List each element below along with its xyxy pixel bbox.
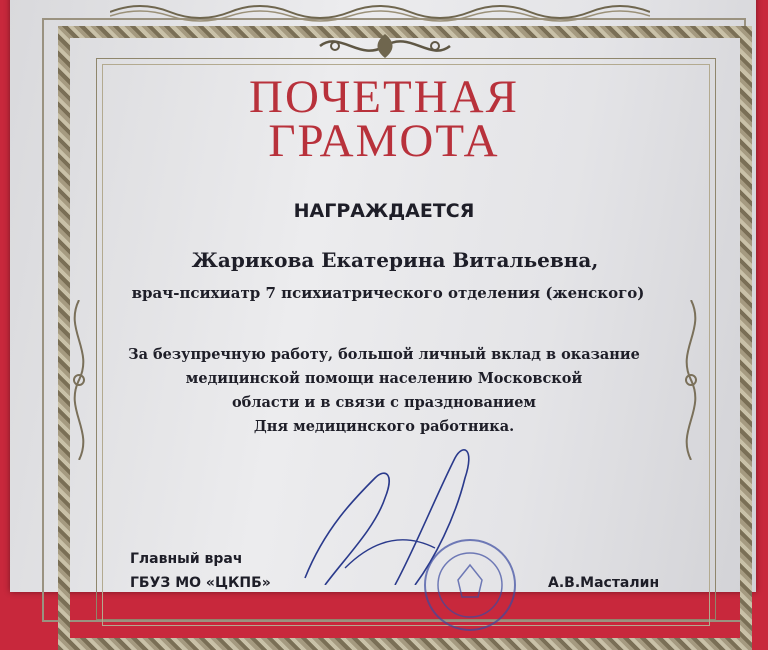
certificate-title-line2: ГРАМОТА (268, 115, 500, 167)
top-ornament-icon (110, 0, 650, 22)
signer-name: А.В.Масталин (548, 575, 660, 591)
signer-organization: ГБУЗ МО «ЦКПБ» (130, 575, 271, 591)
certificate-title-line1: ПОЧЕТНАЯ (249, 71, 519, 123)
recipient-position: врач-психиатр 7 психиатрического отделения (женского) (131, 284, 645, 302)
recipient-name: Жарикова Екатерина Витальевна, (191, 248, 599, 272)
reason-line: Дня медицинского работника. (253, 418, 515, 435)
signer-title: Главный врач (130, 551, 243, 567)
scroll-ornament-icon (315, 28, 455, 64)
reason-line: За безупречную работу, большой личный вклад в оказание (128, 346, 640, 363)
reason-line: медицинской помощи населению Московской (185, 370, 583, 387)
reason-line: области и в связи с празднованием (231, 394, 537, 411)
award-reason (0, 343, 768, 439)
official-stamp (420, 535, 520, 635)
awarded-label: НАГРАЖДАЕТСЯ (293, 200, 475, 222)
